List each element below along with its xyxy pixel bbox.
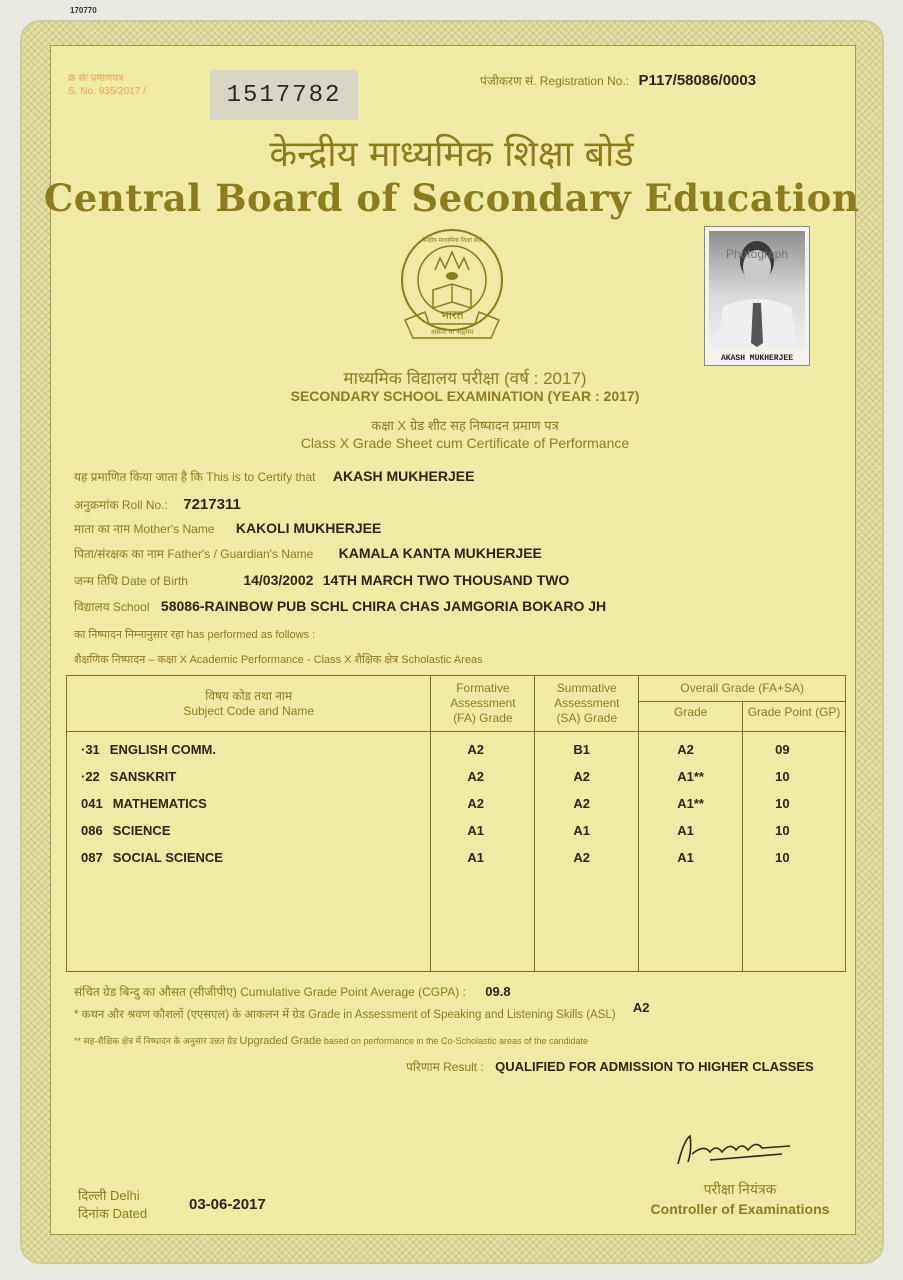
cgpa-value: 09.8: [485, 984, 511, 999]
subject-code: 041: [81, 796, 103, 811]
roll-number: 7217311: [183, 496, 241, 513]
subject-cell: [81, 736, 430, 763]
header-grade: Grade: [639, 702, 743, 732]
sa-cell: A1: [573, 823, 590, 838]
controller-english-row: [630, 1201, 850, 1217]
sa-column: [535, 732, 639, 972]
dated-value-row: [189, 1196, 266, 1213]
header-sa: [535, 676, 639, 732]
academic-label: शैक्षणिक निष्पादन – कक्षा X Academic Performance - Class X शैक्षिक क्षेत्र Scholastic Areas: [74, 654, 483, 666]
subject-cell: [81, 763, 430, 790]
dated-value: 03-06-2017: [189, 1196, 266, 1213]
father-name: KAMALA KANTA MUKHERJEE: [338, 545, 542, 561]
subject-name: SANSKRIT: [109, 769, 177, 784]
mother-label: माता का नाम Mother's Name: [74, 522, 215, 536]
subject-name: SCIENCE: [112, 823, 171, 838]
asl-row: [74, 1000, 650, 1022]
gp-cell: 10: [775, 823, 790, 838]
subject-name: SOCIAL SCIENCE: [112, 850, 223, 865]
exam-subtitle-hindi: कक्षा X ग्रेड शीट सह निष्पादन प्रमाण पत्र: [371, 418, 559, 433]
performed-row: [74, 627, 315, 642]
asl-label: * कथन और श्रवण कौशलों (एएसएल) के आकलन में ग्रेड Grade in Assessment of Speaking and Listening Skills (ASL): [74, 1009, 616, 1021]
grade-column: [639, 732, 743, 972]
stamp-line-2: S. No. 935/2017 /: [68, 86, 146, 97]
header-subject-english: Subject Code and Name: [183, 703, 315, 718]
subject-column: [67, 732, 431, 972]
place: [78, 1186, 140, 1204]
header-sa-line3: (SA) Grade: [556, 711, 618, 725]
certify-label: यह प्रमाणित किया जाता है कि This is to Certify that: [74, 470, 316, 484]
subject-code: 086: [81, 823, 103, 838]
gp-column: [743, 732, 846, 972]
dob-value: 14/03/2002: [243, 572, 314, 588]
mother-row: [74, 520, 381, 537]
header-subject: [67, 676, 431, 732]
subject-cell: [81, 817, 430, 844]
gp-cell: 09: [775, 742, 790, 757]
result-label: परिणाम Result :: [406, 1060, 484, 1074]
board-name-english: Central Board of Secondary Education: [43, 176, 860, 220]
cgpa-row: [74, 983, 511, 1000]
candidate-name: AKASH MUKHERJEE: [332, 468, 475, 484]
academic-row: [74, 652, 483, 667]
photo-label: Photograph: [725, 247, 789, 261]
cbse-emblem-icon: [395, 228, 510, 348]
header-subject-hindi: विषय कोड तथा नाम: [205, 688, 293, 703]
controller-hindi: परीक्षा नियंत्रक: [703, 1181, 777, 1197]
exam-subtitle-english: Class X Grade Sheet cum Certificate of Performance: [300, 435, 630, 451]
exam-title-english: SECONDARY SCHOOL EXAMINATION (YEAR : 2017): [290, 388, 640, 404]
fa-cell: A1: [467, 823, 485, 838]
performed-label: का निष्पादन निम्नानुसार रहा has performed as follows :: [74, 629, 316, 641]
mother-name: KAKOLI MUKHERJEE: [235, 520, 382, 536]
fa-cell: A2: [467, 742, 485, 757]
stamp-line-1: क्र सं/ प्रमाणपत्र: [68, 73, 124, 84]
exam-title-hindi: माध्यमिक विद्यालय परीक्षा (वर्ष : 2017): [343, 369, 587, 388]
dob-label: जन्म तिथि Date of Birth: [74, 574, 188, 588]
school-label: विद्यालय School: [74, 600, 150, 614]
subject-code: ·31: [81, 742, 100, 757]
upgraded-note-hindi: ** सह-शैक्षिक क्षेत्र में निष्पादन के अनुसार उन्नत ग्रेड: [74, 1036, 237, 1046]
fa-column: [431, 732, 535, 972]
subject-name: ENGLISH COMM.: [109, 742, 216, 757]
result-row: [406, 1058, 814, 1075]
place-english: Delhi: [109, 1188, 140, 1203]
emblem-motto: असतो मा सद्गमय: [430, 329, 474, 336]
grade-cell: A2: [677, 742, 694, 757]
father-label: पिता/संरक्षक का नाम Father's / Guardian's Name: [74, 547, 314, 561]
father-row: [74, 545, 542, 562]
header-grade-point: Grade Point (GP): [743, 702, 846, 732]
registration-number: [480, 72, 756, 89]
dob-row: [74, 572, 569, 589]
subject-cell: [81, 790, 430, 817]
upgraded-note: [74, 1034, 588, 1047]
certificate-serial-number: 1517782: [210, 70, 358, 120]
upgraded-note-tail: based on performance in the Co-Scholastic areas of the candidate: [323, 1036, 589, 1046]
subject-name: MATHEMATICS: [112, 796, 207, 811]
serial-stamp: [68, 72, 146, 98]
school-row: [74, 598, 606, 615]
asl-value: A2: [632, 1000, 650, 1015]
subject-code: 087: [81, 850, 103, 865]
school-name: 58086-RAINBOW PUB SCHL CHIRA CHAS JAMGORIA BOKARO JH: [160, 598, 607, 614]
grades-table: [66, 675, 846, 972]
gp-cell: 10: [775, 850, 790, 865]
signature-icon: [670, 1130, 800, 1170]
subject-cell: [81, 844, 430, 871]
header-fa-line2: Assessment: [450, 696, 516, 710]
board-name-hindi: केन्द्रीय माध्यमिक शिक्षा बोर्ड: [269, 134, 634, 175]
candidate-photo: [704, 226, 810, 366]
sa-cell: A2: [573, 769, 590, 784]
grade-cell: A1**: [677, 796, 704, 811]
cgpa-label: संचित ग्रेड बिन्दु का औसत (सीजीपीए) Cumulative Grade Point Average (CGPA) :: [74, 985, 466, 999]
header-fa-line1: Formative: [456, 681, 510, 695]
fa-cell: A2: [467, 796, 485, 811]
place-hindi: दिल्ली: [78, 1188, 107, 1203]
controller-hindi-row: [630, 1180, 850, 1199]
controller-english: Controller of Examinations: [650, 1201, 830, 1217]
roll-row: [74, 496, 241, 513]
fa-cell: A1: [467, 850, 485, 865]
paper-serial-number: 170770: [70, 6, 97, 15]
header-fa: [431, 676, 535, 732]
photo-name: AKASH MUKHERJEE: [720, 354, 793, 363]
dated-row: [78, 1204, 147, 1222]
fa-cell: A2: [467, 769, 485, 784]
sa-cell: A2: [573, 796, 590, 811]
grade-cell: A1**: [677, 769, 704, 784]
sa-cell: A2: [573, 850, 590, 865]
emblem-text-top: केन्द्रीय माध्यमिक शिक्षा बोर्ड: [422, 238, 482, 244]
subject-code: ·22: [81, 769, 100, 784]
upgraded-note-english: Upgraded Grade: [239, 1035, 322, 1047]
registration-value: P117/58086/0003: [638, 72, 757, 89]
header-fa-line3: (FA) Grade: [453, 711, 513, 725]
grade-cell: A1: [677, 850, 694, 865]
result-value: QUALIFIED FOR ADMISSION TO HIGHER CLASSES: [495, 1059, 814, 1074]
grade-cell: A1: [677, 823, 694, 838]
dob-words: 14TH MARCH TWO THOUSAND TWO: [322, 572, 570, 588]
registration-label: पंजीकरण सं. Registration No.:: [480, 74, 630, 88]
gp-cell: 10: [775, 769, 790, 784]
certify-row: [74, 468, 474, 485]
gp-cell: 10: [775, 796, 790, 811]
header-overall: Overall Grade (FA+SA): [639, 676, 846, 702]
roll-label: अनुक्रमांक Roll No.:: [74, 498, 168, 512]
sa-cell: B1: [573, 742, 590, 757]
dated-label: दिनांक Dated: [78, 1206, 148, 1221]
header-sa-line1: Summative: [556, 681, 617, 695]
emblem-text-middle: भारत: [440, 308, 464, 322]
header-sa-line2: Assessment: [554, 696, 620, 710]
